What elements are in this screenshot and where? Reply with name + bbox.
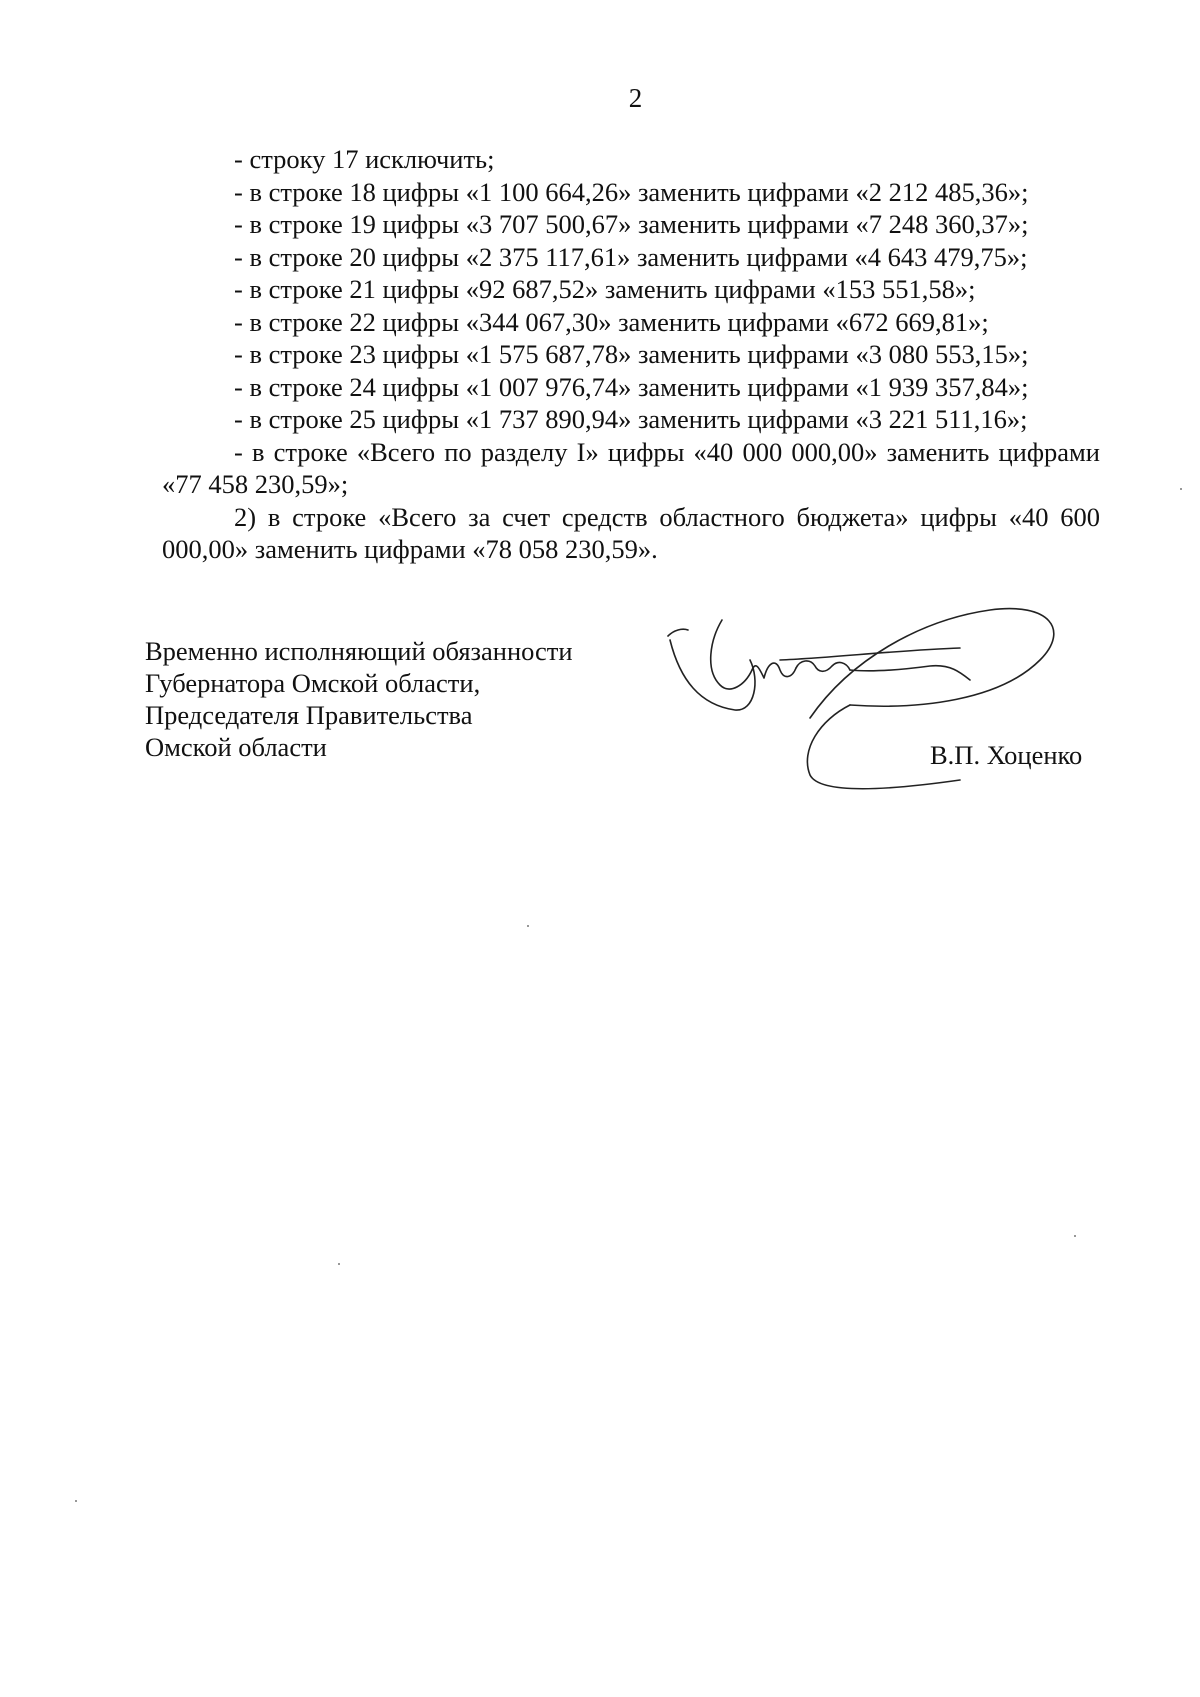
signatory-title-line: Омской области <box>145 732 327 762</box>
amendment-item-2: 2) в строке «Всего за счет средств областного бюджета» цифры «40 600 000,00» заменить цифрами «78 058 230,59». <box>162 501 1100 564</box>
amendment-item: - в строке 21 цифры «92 687,52» заменить цифрами «153 551,58»; <box>234 274 976 304</box>
scan-speck <box>75 1500 77 1502</box>
page-number: 2 <box>628 83 643 113</box>
amendment-item: - в строке 22 цифры «344 067,30» заменить цифрами «672 669,81»; <box>234 306 989 337</box>
amendment-item: - в строке 23 цифры «1 575 687,78» заменить цифрами «3 080 553,15»; <box>234 339 1029 369</box>
scan-speck <box>1180 488 1182 490</box>
amendment-item: - строку 17 исключить; <box>234 144 495 174</box>
signatory-title-line: Временно исполняющий обязанности <box>145 636 573 666</box>
amendment-item: - в строке 24 цифры «1 007 976,74» заменить цифрами «1 939 357,84»; <box>234 371 1029 402</box>
amendments-list <box>162 143 1100 566</box>
amendment-item: - в строке 25 цифры «1 737 890,94» заменить цифрами «3 221 511,16»; <box>234 404 1028 434</box>
signatory-title <box>145 635 573 763</box>
amendment-item: - в строке 19 цифры «3 707 500,67» заменить цифрами «7 248 360,37»; <box>234 209 1029 239</box>
scan-speck <box>338 1263 340 1265</box>
signatory-title-line: Председателя Правительства <box>145 700 473 730</box>
signatory-name: В.П. Хоценко <box>930 740 1083 770</box>
amendment-item: - в строке 20 цифры «2 375 117,61» заменить цифрами «4 643 479,75»; <box>234 241 1028 272</box>
scan-speck <box>527 925 529 927</box>
signatory-title-line: Губернатора Омской области, <box>145 668 481 698</box>
scan-speck <box>1074 1235 1076 1237</box>
amendment-total-section-1: - в строке «Всего по разделу I» цифры «40 000 000,00» заменить цифрами «77 458 230,59»; <box>162 436 1100 499</box>
amendment-item: - в строке 18 цифры «1 100 664,26» заменить цифрами «2 212 485,36»; <box>234 176 1029 207</box>
